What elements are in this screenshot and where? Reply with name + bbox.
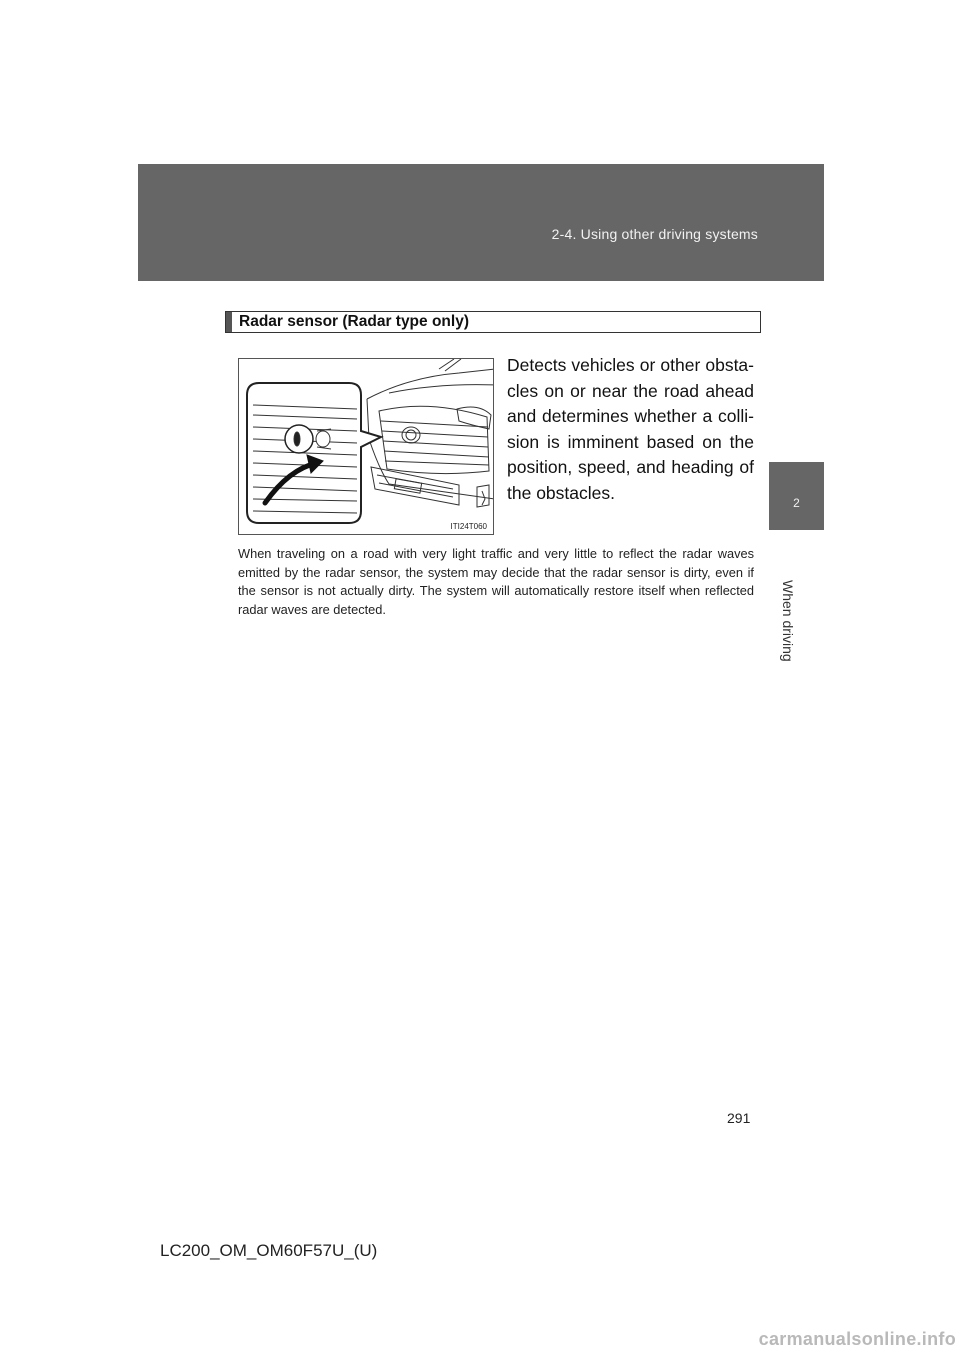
- figure-code: ITI24T060: [450, 522, 487, 531]
- chapter-number: 2: [793, 496, 800, 510]
- radar-sensor-illustration: [238, 358, 494, 535]
- page-number: 291: [727, 1110, 751, 1126]
- document-id: LC200_OM_OM60F57U_(U): [160, 1241, 378, 1260]
- header-band: [138, 164, 824, 281]
- vehicle-front-drawing: [239, 359, 494, 535]
- section-heading: [225, 311, 761, 333]
- section-breadcrumb: 2-4. Using other driving systems: [551, 226, 758, 242]
- description-paragraph: Detects vehicles or other obsta-cles on or near the road ahead and determines whether a colli-sion is imminent based on the position, speed, and heading of the obstacles.: [507, 355, 754, 503]
- section-title: Radar sensor (Radar type only): [239, 313, 469, 330]
- heading-marker: [226, 312, 232, 332]
- note-paragraph: When traveling on a road with very light traffic and very little to reflect the radar waves emitted by the radar sensor, the system may decide that the radar sensor is dirty, even if the sensor is not actually dirty. The system will automatically restore itself when reflected radar waves are detected.: [238, 546, 754, 617]
- watermark: carmanualsonline.info: [758, 1329, 956, 1349]
- chapter-tab: [769, 462, 824, 530]
- chapter-label: When driving: [780, 580, 796, 662]
